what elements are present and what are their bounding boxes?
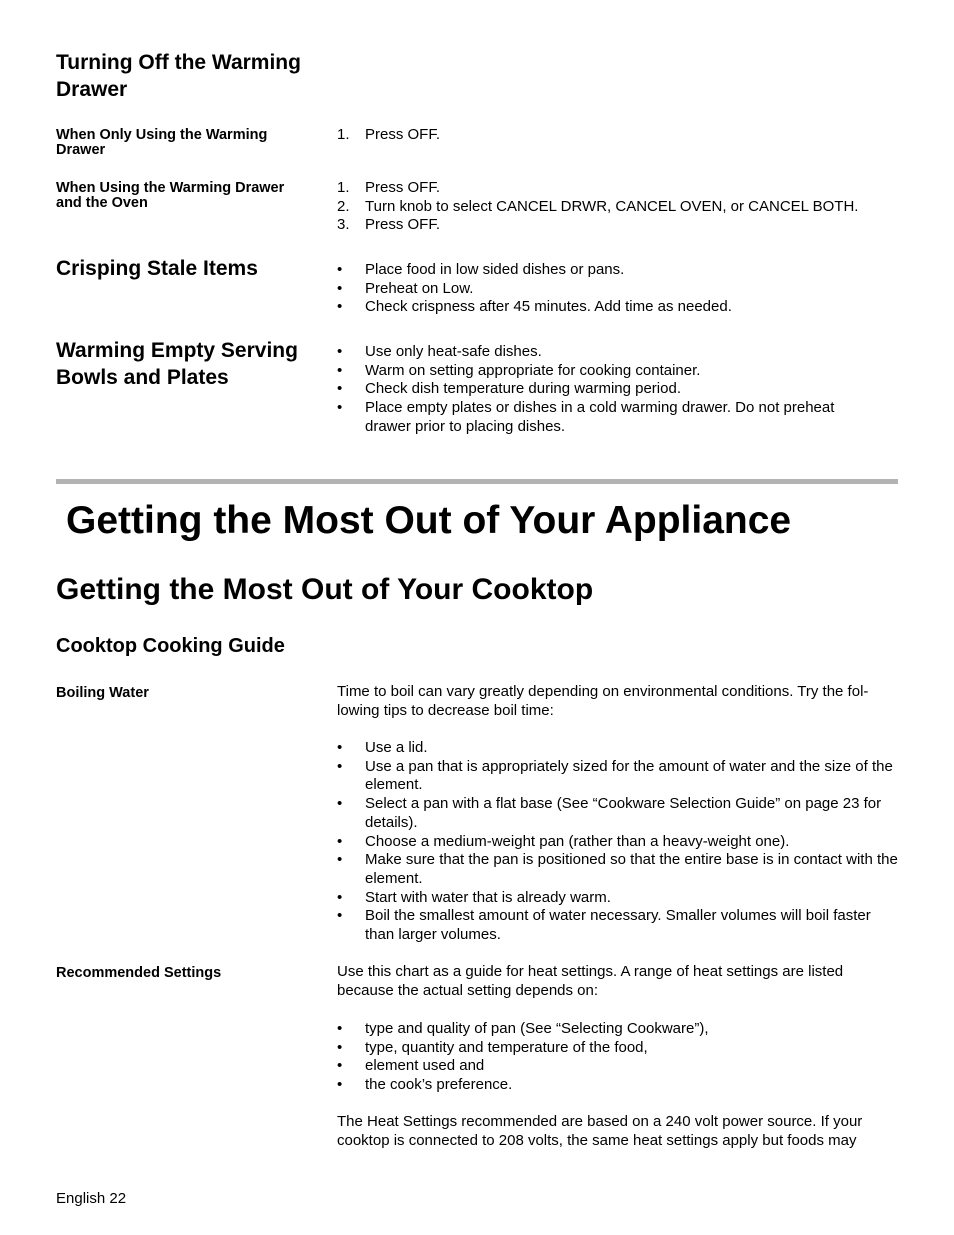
list-item: • the cook’s preference. <box>337 1076 513 1094</box>
page-footer: English 22 <box>56 1190 127 1207</box>
list-item: • Choose a medium-weight pan (rather than a heavy-weight one). <box>337 832 790 850</box>
list-item: • element used and <box>337 1057 485 1075</box>
list-item: • type and quality of pan (See “Selecting Cookware”), <box>337 1020 709 1037</box>
list-item: • Start with water that is already warm. <box>337 888 611 906</box>
list-item: • Use only heat-safe dishes. <box>337 343 542 360</box>
drawer-oven-label: When Using the Warming Drawer and the Oven <box>56 180 285 211</box>
list-item: • Use a lid. <box>337 739 428 756</box>
boiling-label: Boiling Water <box>56 685 149 701</box>
drawer-oven-steps <box>337 179 902 235</box>
subsection-title: Cooktop Cooking Guide <box>56 635 285 657</box>
boiling-list <box>337 739 902 945</box>
recommended-note: The Heat Settings recommended are based on a 240 volt power source. If your cooktop is connected to 208 volts, the same heat settings apply but foods may <box>337 1113 863 1149</box>
only-drawer-steps <box>337 126 902 145</box>
list-item: 1. Press OFF. <box>337 126 441 143</box>
section-title: Getting the Most Out of Your Cooktop <box>56 573 594 606</box>
only-drawer-label: When Only Using the Warming Drawer <box>56 127 268 158</box>
list-item: • Check dish temperature during warming period. <box>337 380 681 398</box>
list-item: 3. Press OFF. <box>337 216 441 234</box>
chapter-divider <box>56 479 898 484</box>
turning-off-heading: Turning Off the Warming Drawer <box>56 51 301 101</box>
warming-empty-heading: Warming Empty Serving Bowls and Plates <box>56 339 298 389</box>
recommended-label: Recommended Settings <box>56 965 222 981</box>
list-item: • Place empty plates or dishes in a cold warming drawer. Do not preheat drawer prior to placing dishes. <box>337 399 835 435</box>
list-item: • Preheat on Low. <box>337 279 474 297</box>
list-item: • Place food in low sided dishes or pans. <box>337 261 625 278</box>
recommended-list <box>337 1020 902 1095</box>
warming-empty-list <box>337 343 877 437</box>
list-item: • Make sure that the pan is positioned so that the entire base is in contact with the element. <box>337 851 898 887</box>
chapter-title: Getting the Most Out of Your Appliance <box>66 499 792 542</box>
list-item: 2. Turn knob to select CANCEL DRWR, CANCEL OVEN, or CANCEL BOTH. <box>337 197 859 215</box>
boiling-intro: Time to boil can vary greatly depending on environmental conditions. Try the fol-lowing tips to decrease boil time: <box>337 683 869 719</box>
list-item: • Check crispness after 45 minutes. Add time as needed. <box>337 298 732 316</box>
list-item: 1. Press OFF. <box>337 179 441 196</box>
list-item: • Boil the smallest amount of water necessary. Smaller volumes will boil faster than larger volumes. <box>337 907 871 944</box>
recommended-intro: Use this chart as a guide for heat settings. A range of heat settings are listed because the actual setting depends on: <box>337 963 844 999</box>
crisping-list <box>337 261 902 317</box>
list-item: • Select a pan with a flat base (See “Cookware Selection Guide” on page 23 for details). <box>337 795 882 831</box>
list-item: • Use a pan that is appropriately sized for the amount of water and the size of the element. <box>337 757 893 794</box>
list-item: • type, quantity and temperature of the food, <box>337 1038 648 1056</box>
list-item: • Warm on setting appropriate for cooking container. <box>337 361 701 379</box>
crisping-heading: Crisping Stale Items <box>56 257 258 280</box>
